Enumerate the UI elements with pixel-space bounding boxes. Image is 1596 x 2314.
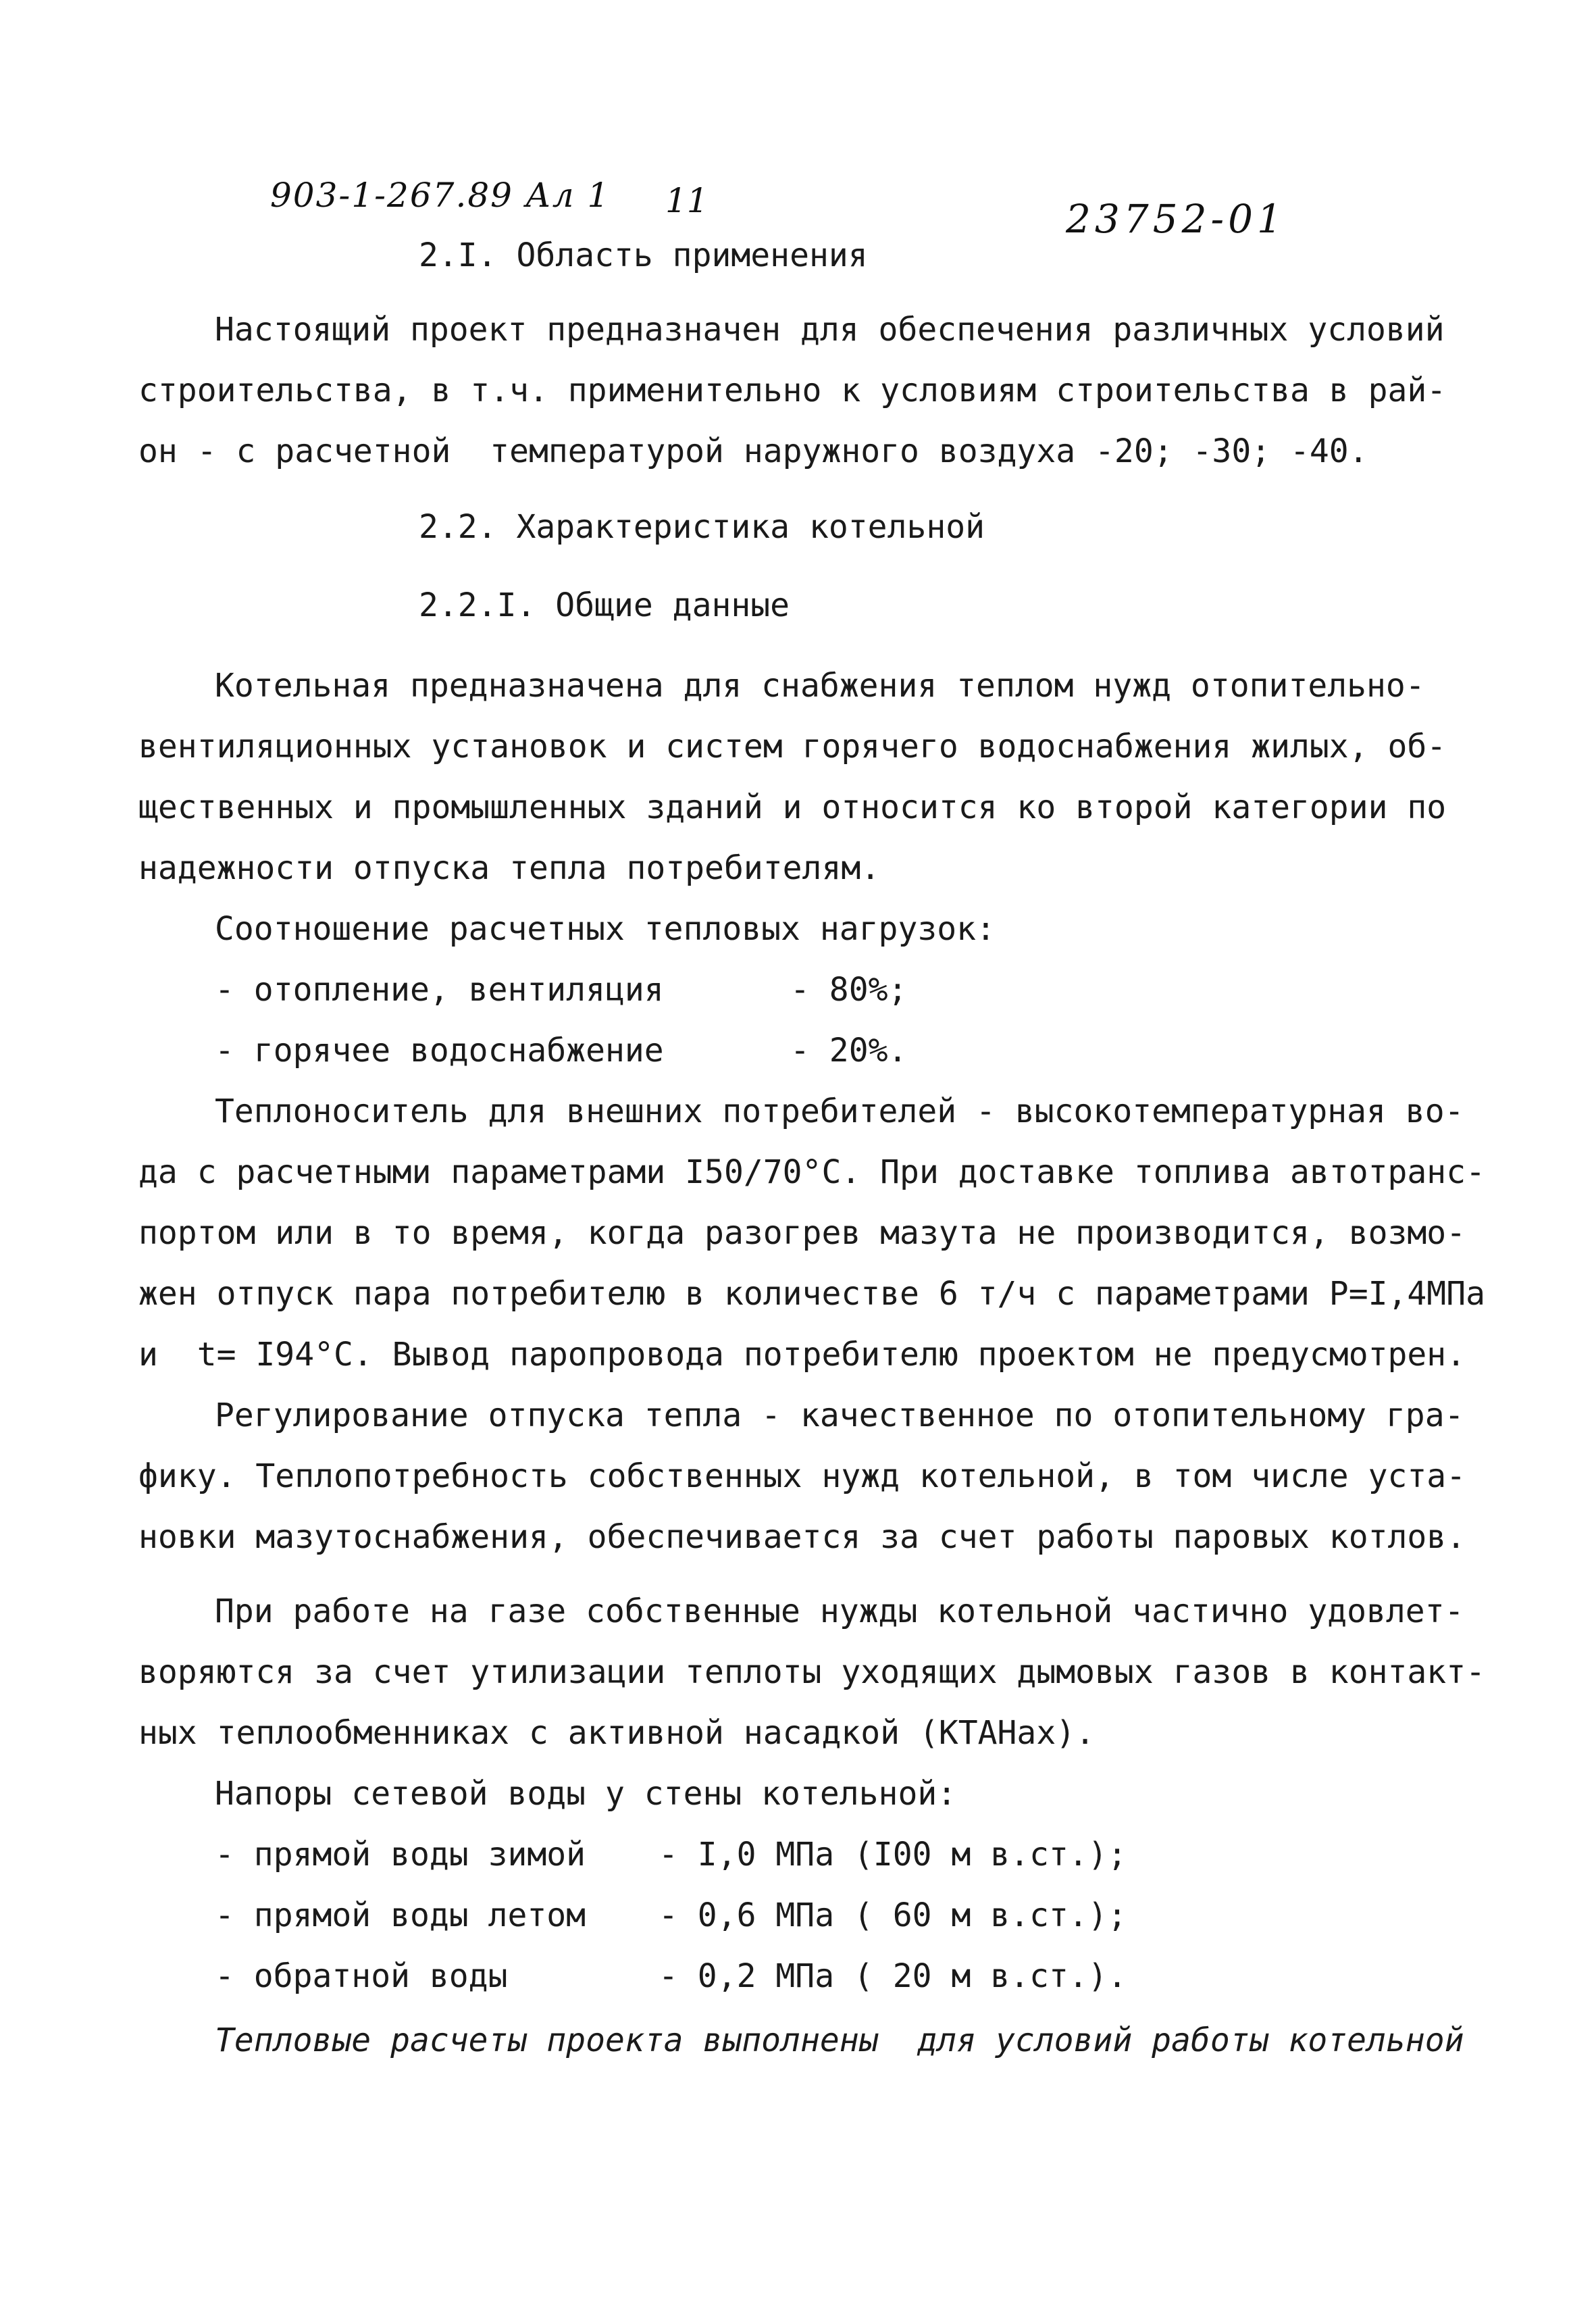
paragraph-1-line-4: надежности отпуска тепла потребителям. [138, 849, 881, 887]
paragraph-2-line-1: Теплоноситель для внешних потребителей - высокотемпературная во- [215, 1092, 1464, 1130]
section-2-2-title: 2.2. Характеристика котельной [419, 508, 985, 546]
paragraph-4-line-1: При работе на газе собственные нужды котельной частично удовлет- [215, 1592, 1464, 1630]
handwritten-project-code: 903-1-267.89 Ал 1 [270, 176, 611, 215]
document-number: 23752-01 [1066, 196, 1286, 242]
pressure-name-summer: - прямой воды летом [215, 1896, 586, 1934]
load-value-hot-water: - 20%. [790, 1032, 908, 1070]
paragraph-4-line-2: воряются за счет утилизации теплоты уходящих дымовых газов в контакт- [138, 1653, 1485, 1691]
paragraph-2-line-4: жен отпуск пара потребителю в количестве 6 т/ч с параметрами Р=I,4МПа [138, 1275, 1485, 1313]
pressures-intro: Напоры сетевой воды у стены котельной: [215, 1775, 957, 1813]
pressure-name-winter: - прямой воды зимой [215, 1836, 586, 1873]
section-2-1-line-3: он - с расчетной температурой наружного воздуха -20; -30; -40. [138, 432, 1368, 470]
final-line: Тепловые расчеты проекта выполнены для условий работы котельной [215, 2021, 1464, 2059]
load-name-heating: - отопление, вентиляция [215, 971, 664, 1009]
paragraph-1-line-1: Котельная предназначена для снабжения теплом нужд отопительно- [215, 667, 1425, 705]
paragraph-3-line-2: фику. Теплопотребность собственных нужд котельной, в том числе уста- [138, 1457, 1466, 1495]
section-2-1-line-1: Настоящий проект предназначен для обеспечения различных условий [215, 311, 1445, 349]
paragraph-2-line-2: да с расчетными параметрами I50/70°С. При доставке топлива автотранс- [138, 1153, 1485, 1191]
section-2-2-1-title: 2.2.I. Общие данные [419, 586, 790, 624]
paragraph-1-line-3: щественных и промышленных зданий и относится ко второй категории по [138, 788, 1447, 826]
section-2-1-line-2: строительства, в т.ч. применительно к условиям строительства в рай- [138, 372, 1447, 409]
paragraph-1-line-2: вентиляционных установок и систем горячего водоснабжения жилых, об- [138, 728, 1447, 765]
paragraph-3-line-1: Регулирование отпуска тепла - качественное по отопительному гра- [215, 1397, 1464, 1434]
paragraph-4-line-3: ных теплообменниках с активной насадкой (КТАНах). [138, 1714, 1096, 1752]
pressure-name-return: - обратной воды [215, 1957, 508, 1995]
pressure-value-summer: - 0,6 МПа ( 60 м в.ст.); [659, 1896, 1127, 1934]
page-number: 11 [665, 181, 709, 220]
paragraph-2-line-5: и t= I94°С. Вывод паропровода потребителю проектом не предусмотрен. [138, 1336, 1466, 1374]
section-2-1-title: 2.I. Область применения [419, 236, 868, 274]
load-value-heating: - 80%; [790, 971, 908, 1009]
pressure-value-return: - 0,2 МПа ( 20 м в.ст.). [659, 1957, 1127, 1995]
paragraph-3-line-3: новки мазутоснабжения, обеспечивается за счет работы паровых котлов. [138, 1518, 1466, 1556]
paragraph-2-line-3: портом или в то время, когда разогрев мазута не производится, возмо- [138, 1214, 1466, 1252]
pressure-value-winter: - I,0 МПа (I00 м в.ст.); [659, 1836, 1127, 1873]
load-name-hot-water: - горячее водоснабжение [215, 1032, 664, 1070]
loads-intro: Соотношение расчетных тепловых нагрузок: [215, 910, 996, 948]
